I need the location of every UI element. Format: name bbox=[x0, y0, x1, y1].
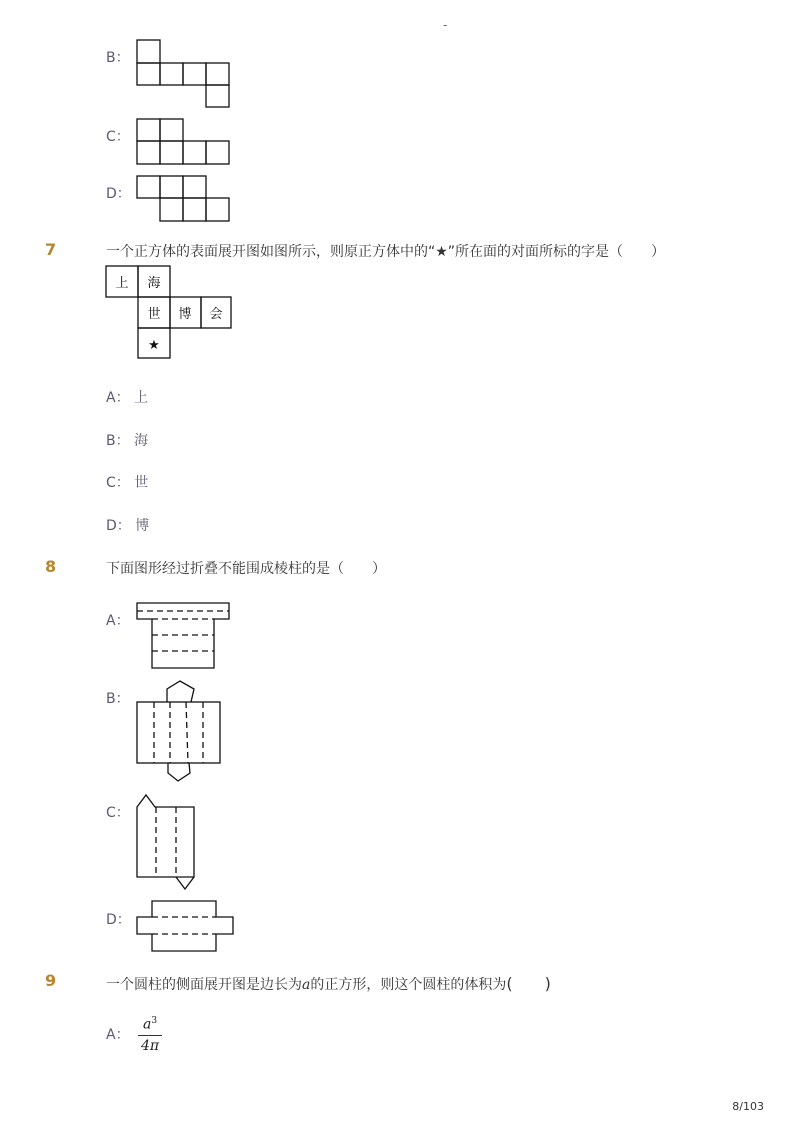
q7-option-a-label: A： bbox=[106, 390, 130, 406]
q7-net-cell-4: 博 bbox=[178, 307, 192, 322]
q8-option-a-label[interactable]: A： bbox=[106, 613, 130, 629]
q7-net-cell-6: ★ bbox=[148, 338, 160, 353]
q9-number: 9 bbox=[45, 971, 57, 990]
q7-net-cell-5: 会 bbox=[209, 307, 223, 322]
q9-text-before: 一个圆柱的侧面展开图是边长为 bbox=[106, 977, 302, 993]
q7-option-a[interactable] bbox=[106, 387, 148, 407]
q9-variable: a bbox=[302, 977, 311, 993]
q9-text bbox=[106, 971, 551, 994]
q8-option-c-label[interactable]: C： bbox=[106, 805, 130, 821]
q7-option-c-label: C： bbox=[106, 475, 130, 491]
q9-text-after: 的正方形，则这个圆柱的体积为 bbox=[310, 977, 507, 993]
q6-option-c-label: C： bbox=[106, 129, 130, 145]
q7-option-c-value: 世 bbox=[134, 475, 149, 491]
q7-option-c[interactable] bbox=[106, 472, 148, 492]
q9-option-a-denominator: 4π bbox=[140, 1037, 160, 1054]
q8-option-d-label[interactable]: D： bbox=[106, 912, 131, 928]
q7-option-d-value: 博 bbox=[135, 518, 150, 534]
q7-net-cell-2: 海 bbox=[147, 276, 161, 291]
q9-option-a-exponent: 3 bbox=[151, 1016, 158, 1026]
q7-text: 一个正方体的表面展开图如图所示，则原正方体中的“★”所在面的对面所标的字是（ ） bbox=[106, 244, 666, 260]
q7-option-b-label: B： bbox=[106, 433, 130, 449]
q6-option-b-label: B： bbox=[106, 50, 130, 66]
q9-paren: ( ) bbox=[506, 974, 551, 993]
q7-option-b-value: 海 bbox=[134, 433, 149, 449]
q7-option-d[interactable] bbox=[106, 515, 149, 535]
q6-option-d-label: D： bbox=[106, 186, 131, 202]
q9-option-a-numerator bbox=[138, 1016, 162, 1036]
q8-text: 下面图形经过折叠不能围成棱柱的是（ ） bbox=[106, 561, 386, 577]
q7-net-cell-1: 上 bbox=[115, 276, 129, 291]
q7-option-b[interactable] bbox=[106, 430, 148, 450]
q7-number: 7 bbox=[45, 240, 57, 259]
header-mark: - bbox=[443, 18, 448, 32]
q7-option-d-label: D： bbox=[106, 518, 131, 534]
q8-option-d-figure bbox=[0, 0, 1, 1]
q9-option-a-fraction[interactable] bbox=[138, 1016, 162, 1054]
q9-option-a-num-var: a bbox=[142, 1016, 152, 1033]
q8-number: 8 bbox=[45, 557, 57, 576]
q8-option-b-label[interactable]: B： bbox=[106, 691, 130, 707]
page-number: 8/103 bbox=[732, 1100, 764, 1113]
q7-net-cell-3: 世 bbox=[147, 307, 161, 322]
q7-option-a-value: 上 bbox=[134, 390, 149, 406]
q9-option-a-label[interactable]: A： bbox=[106, 1027, 130, 1043]
